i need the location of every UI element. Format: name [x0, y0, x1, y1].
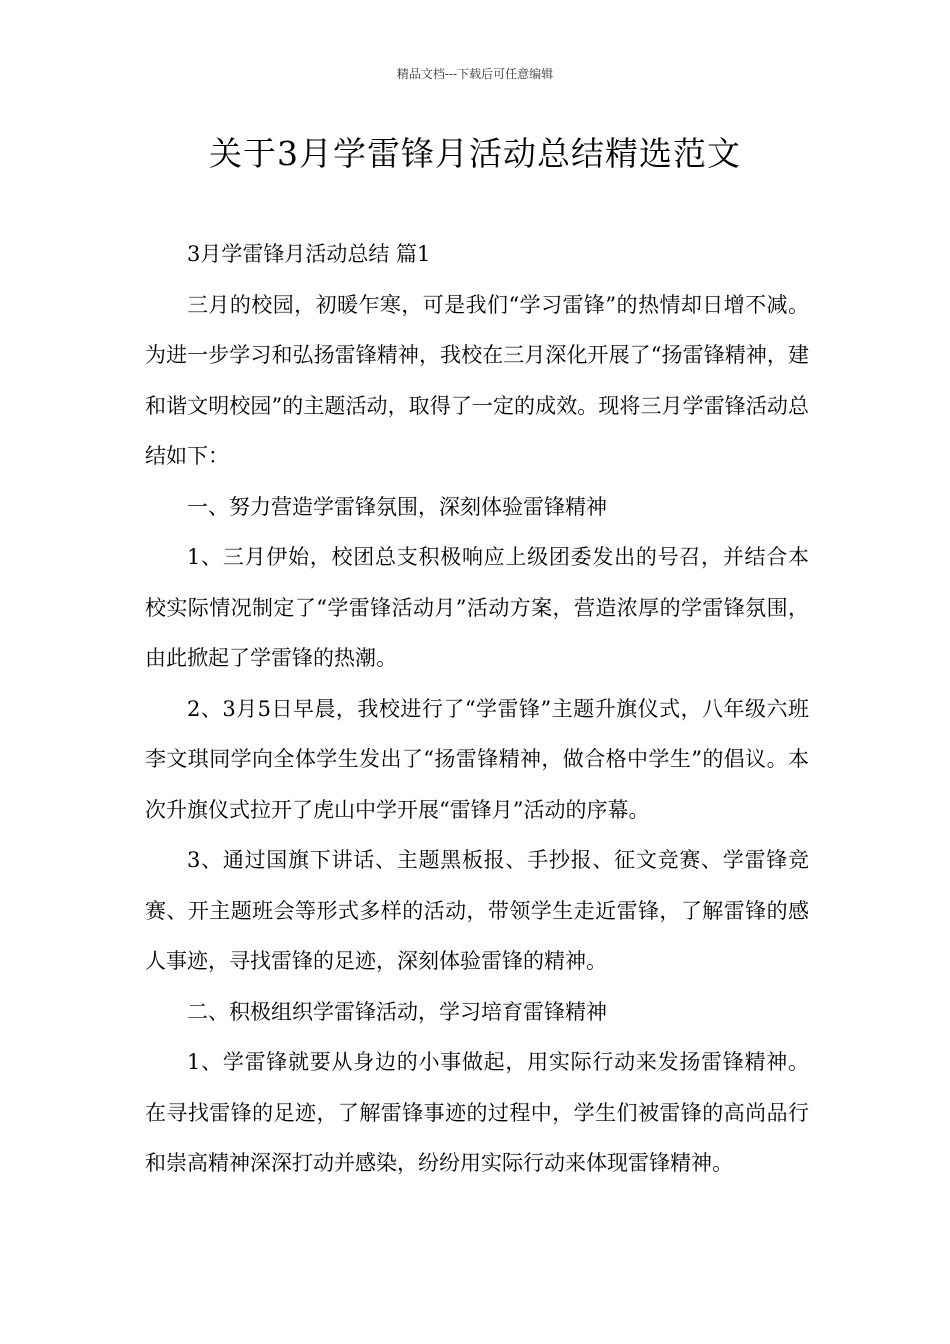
section-heading-1: 一、努力营造学雷锋氛围，深刻体验雷锋精神 — [187, 494, 607, 519]
paragraph-2-1: 1、学雷锋就要从身边的小事做起，用实际行动来发扬雷锋精神。在寻找雷锋的足迹，了解雷锋事迹的过程中，学生们被雷锋的高尚品行和崇高精神深深打动并感染，纷纷用实际行动来体现雷锋精神。 — [145, 1050, 809, 1175]
paragraph-intro: 三月的校园，初暖乍寒，可是我们“学习雷锋”的热情却日增不减。为进一步学习和弘扬雷锋精神，我校在三月深化开展了“扬雷锋精神，建和谐文明校园”的主题活动，取得了一定的成效。现将三月学雷锋活动总结如下： — [145, 292, 809, 468]
section-heading-part1: 3月学雷锋月活动总结 篇1 — [187, 242, 431, 266]
document-body — [145, 229, 809, 1189]
paragraph-1-1: 1、三月伊始，校团总支积极响应上级团委发出的号召，并结合本校实际情况制定了“学雷锋活动月”活动方案，营造浓厚的学雷锋氛围，由此掀起了学雷锋的热潮。 — [145, 545, 809, 670]
paragraph-1-3: 3、通过国旗下讲话、主题黑板报、手抄报、征文竞赛、学雷锋竞赛、开主题班会等形式多样的活动，带领学生走近雷锋，了解雷锋的感人事迹，寻找雷锋的足迹，深刻体验雷锋的精神。 — [145, 848, 809, 973]
paragraph-1-2: 2、3月5日早晨，我校进行了“学雷锋”主题升旗仪式，八年级六班李文琪同学向全体学生发出了“扬雷锋精神，做合格中学生”的倡议。本次升旗仪式拉开了虎山中学开展“雷锋月”活动的序幕。 — [145, 696, 809, 822]
section-heading-2: 二、积极组织学雷锋活动，学习培育雷锋精神 — [187, 999, 607, 1024]
header-note: 精品文档---下载后可任意编辑 — [396, 67, 554, 81]
document-title: 关于3月学雷锋月活动总结精选范文 — [209, 134, 741, 173]
